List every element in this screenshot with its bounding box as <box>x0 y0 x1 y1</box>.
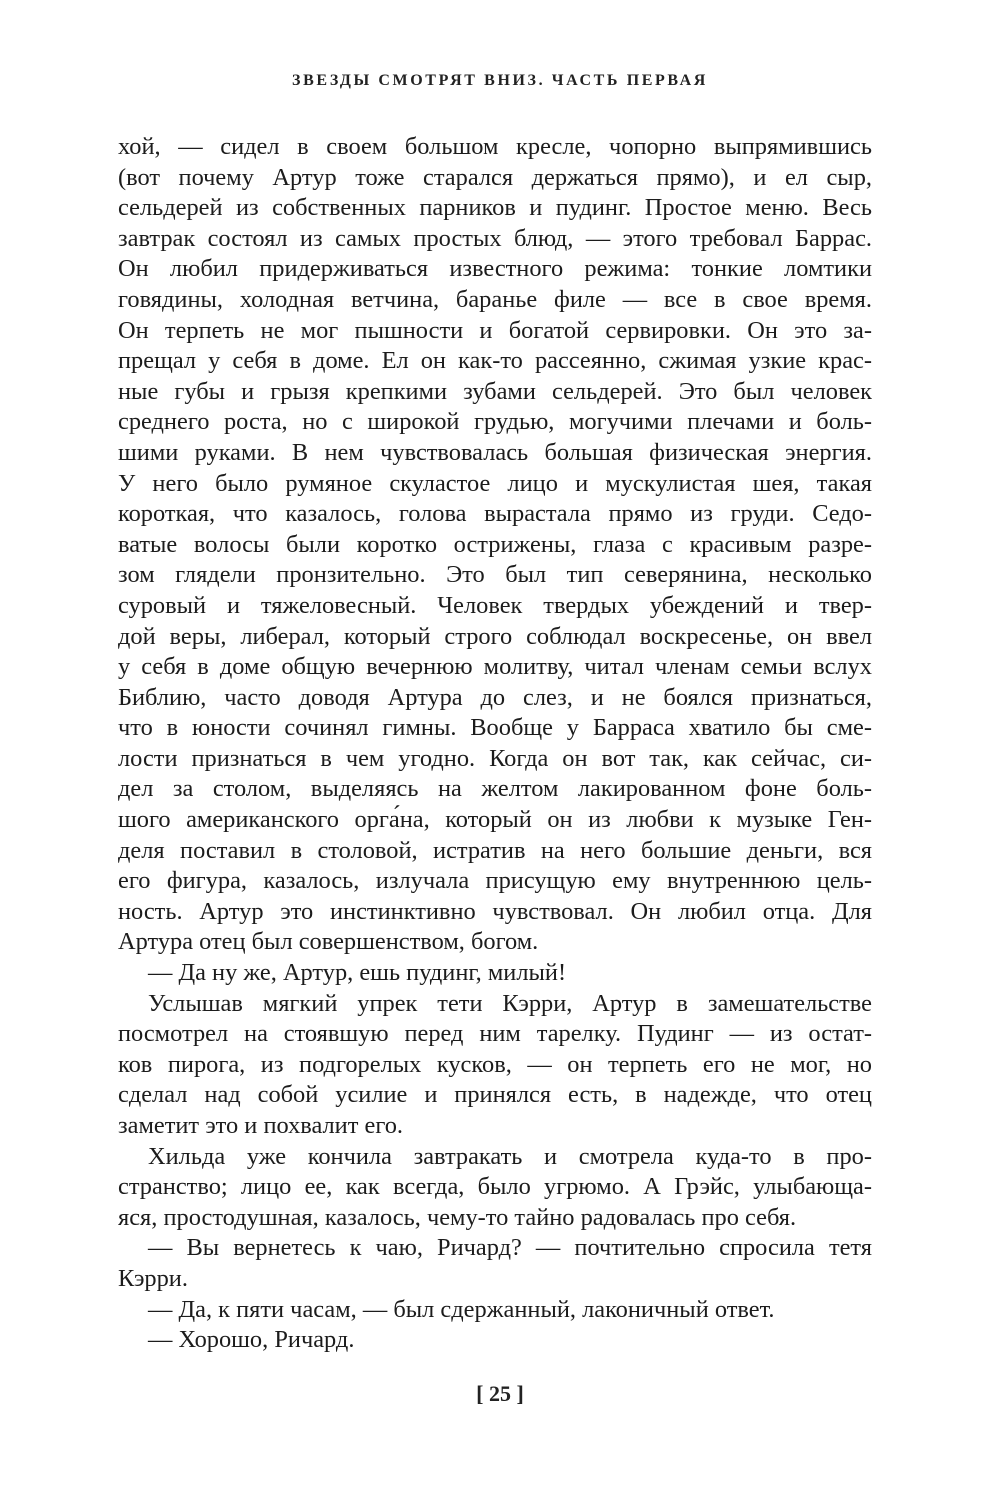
text-line: шого американского орга́на, который он из любви к музыке Ген- <box>118 806 872 834</box>
text-line: завтрак состоял из самых простых блюд, — этого требовал Баррас. <box>118 224 872 252</box>
dialogue-line: — Да ну же, Артур, ешь пудинг, милый! <box>148 959 567 987</box>
running-head-title: ЗВЕЗДЫ СМОТРЯТ ВНИЗ. ЧАСТЬ ПЕРВАЯ <box>292 72 708 89</box>
text-line: зом глядели пронзительно. Это был тип северянина, несколько <box>118 561 872 589</box>
text-line: заметит это и похвалит его. <box>118 1112 404 1139</box>
text-line: ные губы и грызя крепкими зубами сельдерей. Это был человек <box>118 377 872 405</box>
text-line: посмотрел на стоявшую перед ним тарелку. Пудинг — из остат- <box>118 1020 872 1048</box>
text-line: прещал у себя в доме. Ел он как-то рассеянно, сжимая узкие крас- <box>118 347 872 375</box>
text-line: странство; лицо ее, как всегда, было угрюмо. А Грэйс, улыбающа- <box>118 1173 872 1201</box>
text-line: дой веры, либерал, который строго соблюдал воскресенье, он ввел <box>118 622 872 650</box>
text-line: (вот почему Артур тоже старался держаться прямо), и ел сыр, <box>118 163 872 191</box>
text-line: его фигура, казалось, излучала присущую ему внутреннюю цель- <box>118 867 872 895</box>
page-number: [ 25 ] <box>476 1381 524 1406</box>
text-line: ность. Артур это инстинктивно чувствовал. Он любил отца. Для <box>118 897 872 925</box>
text-line: лости признаться в чем угодно. Когда он вот так, как сейчас, си- <box>118 744 872 772</box>
text-line: суровый и тяжеловесный. Человек твердых убеждений и твер- <box>118 591 872 619</box>
text-line: Библию, часто доводя Артура до слез, и не боялся признаться, <box>118 683 872 711</box>
text-line: Кэрри. <box>118 1264 188 1292</box>
text-line: ватые волосы были коротко острижены, глаза с красивым разре- <box>118 530 872 558</box>
text-line: Он любил придерживаться известного режима: тонкие ломтики <box>118 255 872 283</box>
text-line: деля поставил в столовой, истратив на него большие деньги, вся <box>118 836 872 864</box>
text-line: шими руками. В нем чувствовалась большая физическая энергия. <box>118 438 872 466</box>
text-line: яся, простодушная, казалось, чему-то тайно радовалась про себя. <box>118 1203 797 1231</box>
text-line: хой, — сидел в своем большом кресле, чопорно выпрямившись <box>118 133 872 160</box>
text-line: говядины, холодная ветчина, баранье филе — все в свое время. <box>118 285 872 313</box>
text-line: ков пирога, из подгорелых кусков, — он терпеть его не мог, но <box>118 1050 872 1078</box>
text-line: Артура отец был совершенством, богом. <box>118 928 539 956</box>
dialogue-line: — Хорошо, Ричард. <box>148 1326 355 1354</box>
dialogue-line: — Да, к пяти часам, — был сдержанный, лаконичный ответ. <box>148 1295 775 1323</box>
text-line: среднего роста, но с широкой грудью, могучими плечами и боль- <box>118 408 872 436</box>
dialogue-line: — Вы вернетесь к чаю, Ричард? — почтительно спросила тетя <box>148 1234 872 1262</box>
body-text <box>118 132 872 1356</box>
text-line: дел за столом, выделяясь на желтом лакированном фоне боль- <box>118 775 872 803</box>
text-line: у себя в доме общую вечернюю молитву, читал членам семьи вслух <box>118 653 872 681</box>
text-line: сельдерей из собственных парников и пудинг. Простое меню. Весь <box>118 194 872 222</box>
paragraph-first-line: Хильда уже кончила завтракать и смотрела куда-то в про- <box>148 1142 872 1170</box>
text-line: короткая, что казалось, голова вырастала прямо из груди. Седо- <box>118 500 872 528</box>
text-line: Он терпеть не мог пышности и богатой сервировки. Он это за- <box>118 316 872 344</box>
text-line: что в юности сочинял гимны. Вообще у Барраса хватило бы сме- <box>118 714 872 742</box>
text-line: сделал над собой усилие и принялся есть, в надежде, что отец <box>118 1081 872 1109</box>
paragraph-first-line: Услышав мягкий упрек тети Кэрри, Артур в замешательстве <box>148 989 872 1017</box>
text-line: У него было румяное скуластое лицо и мускулистая шея, такая <box>118 469 872 497</box>
